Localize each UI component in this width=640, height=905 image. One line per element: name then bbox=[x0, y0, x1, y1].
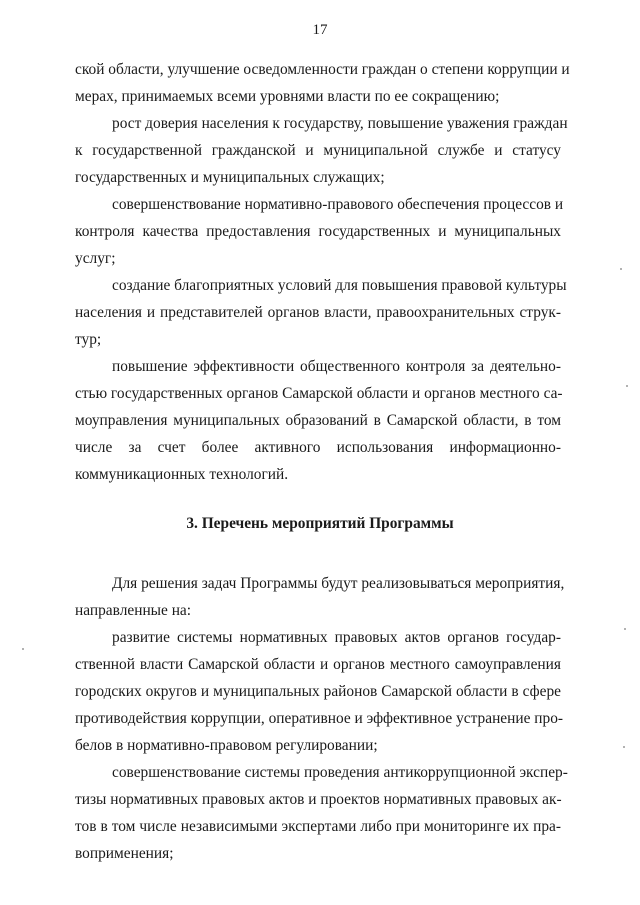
text-line: стью государственных органов Самарской области и органов местного са- bbox=[75, 385, 563, 402]
text-line: числе за счет более активного использования информационно- bbox=[75, 439, 561, 456]
text-line: белов в нормативно-правовом регулировании; bbox=[75, 737, 378, 754]
text-line: совершенствование системы проведения антикоррупционной экспер- bbox=[112, 764, 568, 781]
text-line: к государственной гражданской и муниципальной службе и статусу bbox=[75, 142, 561, 159]
text-line: направленные на: bbox=[75, 602, 192, 619]
text-line: совершенствование нормативно-правового обеспечения процессов и bbox=[112, 196, 564, 213]
page-number: 17 bbox=[312, 22, 328, 38]
text-line: моуправления муниципальных образований в Самарской области, в том bbox=[75, 412, 561, 429]
scan-speck bbox=[620, 268, 622, 270]
scan-speck bbox=[623, 746, 625, 748]
text-line: коммуникационных технологий. bbox=[75, 466, 289, 483]
text-line: Для решения задач Программы будут реализовываться мероприятия, bbox=[112, 575, 565, 592]
text-line: тизы нормативных правовых актов и проектов нормативных правовых ак- bbox=[75, 791, 562, 808]
text-line: государственных и муниципальных служащих; bbox=[75, 169, 385, 186]
scan-speck bbox=[624, 628, 626, 630]
scan-speck bbox=[626, 385, 628, 387]
text-line: развитие системы нормативных правовых актов органов государ- bbox=[112, 629, 561, 646]
text-line: противодействия коррупции, оперативное и эффективное устранение про- bbox=[75, 710, 564, 727]
text-line: повышение эффективности общественного контроля за деятельно- bbox=[112, 358, 561, 375]
text-line: тов в том числе независимыми экспертами либо при мониторинге их пра- bbox=[75, 818, 561, 835]
text-line: воприменения; bbox=[75, 845, 174, 862]
text-line: создание благоприятных условий для повышения правовой культуры bbox=[112, 277, 567, 294]
text-line: тур; bbox=[75, 331, 102, 348]
text-line: контроля качества предоставления государственных и муниципальных bbox=[75, 223, 561, 240]
text-line: ской области, улучшение осведомленности граждан о степени коррупции и bbox=[75, 61, 570, 78]
text-line: городских округов и муниципальных районов Самарской области в сфере bbox=[75, 683, 561, 700]
scan-speck bbox=[22, 648, 24, 650]
text-line: ственной власти Самарской области и органов местного самоуправления bbox=[75, 656, 561, 673]
text-line: услуг; bbox=[75, 250, 116, 267]
section-heading: 3. Перечень мероприятий Программы bbox=[186, 515, 454, 532]
text-line: населения и представителей органов власти, правоохранительных струк- bbox=[75, 304, 561, 321]
text-line: мерах, принимаемых всеми уровнями власти по ее сокращению; bbox=[75, 88, 500, 105]
text-line: рост доверия населения к государству, повышение уважения граждан bbox=[112, 115, 568, 132]
